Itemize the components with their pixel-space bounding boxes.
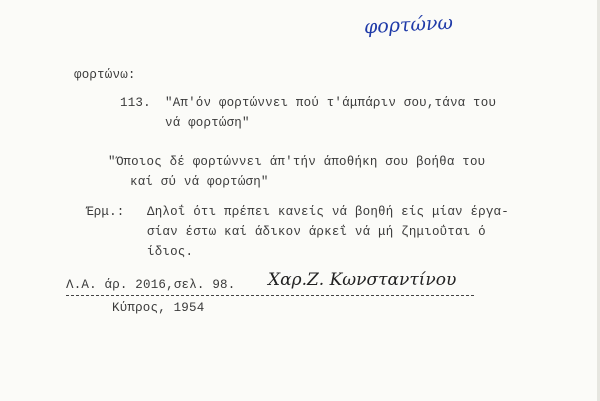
- proverb-2-line-1: "Όποιος δέ φορτώννει άπ'τήν άποθήκη σου βοήθα του: [108, 155, 486, 169]
- explanation-label: Έρμ.:: [86, 205, 125, 219]
- collector-signature: Χαρ.Ζ. Κωνσταντίνου: [268, 270, 457, 290]
- explanation-line-2: σίαν έστω καί άδικον άρκεΐ νά μή ζημιοΰται ό: [147, 225, 486, 239]
- explanation-line-1: Δηλοΐ ότι πρέπει κανείς νά βοηθή είς μίαν έργα-: [147, 205, 509, 219]
- archive-reference: Λ.Α. άρ. 2016,σελ. 98.: [66, 278, 236, 292]
- proverb-1-line-1: "Απ'όν φορτώννει πού τ'άμπάριν σου,τάνα του: [165, 96, 497, 110]
- proverb-1-line-2: νά φορτώση": [165, 116, 250, 130]
- handwritten-header: φορτώνω: [363, 11, 454, 39]
- proverb-2-line-2: καί σύ νά φορτώση": [130, 175, 269, 189]
- proverb-1-number: 113.: [120, 96, 151, 110]
- reference-underline: [66, 295, 474, 296]
- place-and-date: Κύπρος, 1954: [112, 301, 205, 315]
- headword: φορτώνω:: [74, 68, 136, 82]
- explanation-line-3: ίδιος.: [147, 245, 194, 259]
